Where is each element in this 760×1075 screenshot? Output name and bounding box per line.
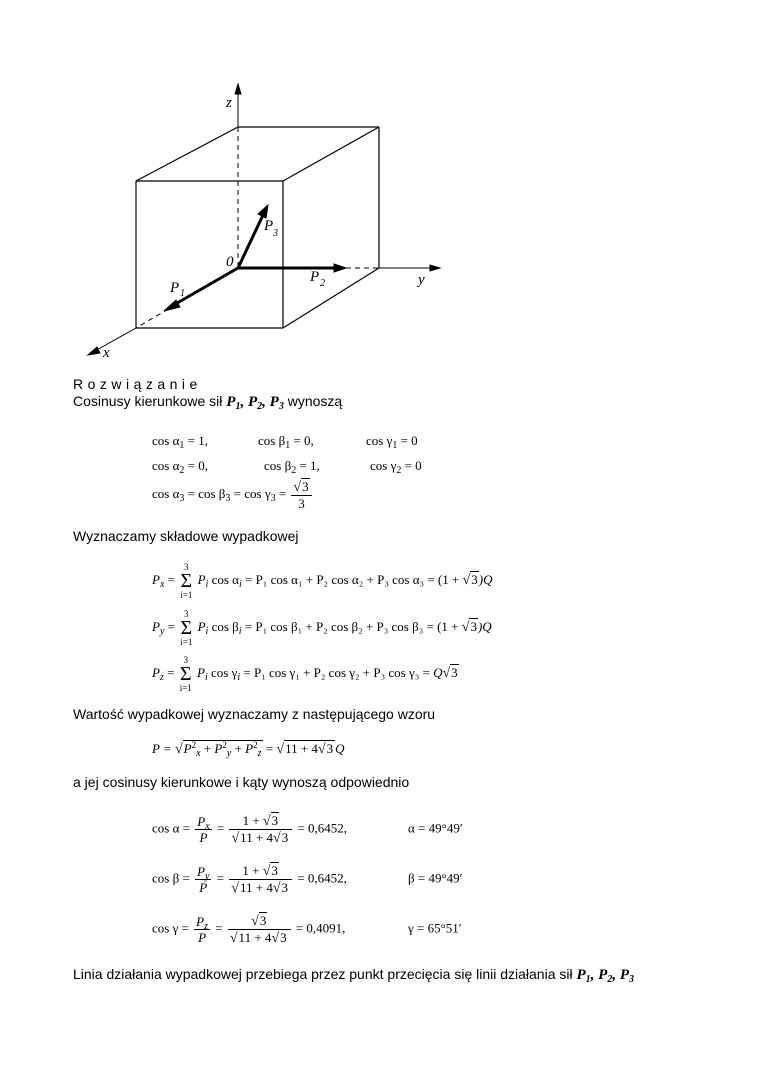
- cube-edge: [283, 127, 379, 181]
- beta-angle: β = 49°49′: [408, 870, 463, 886]
- cosine-row-1: $\cos \alpha_1 = 1$, $\cos \beta_1 = 0$, $\cos \gamma_1 = 0$: [152, 433, 418, 451]
- conclusion: [73, 966, 634, 984]
- conclusion-text: Linia działania wypadkowej przebiega przez punkt przecięcia się linii działania sił: [73, 966, 573, 982]
- p2-label: P: [310, 269, 320, 285]
- p2-label-sub: 2: [320, 278, 325, 289]
- x-axis-arrow: [88, 347, 100, 355]
- cube-edge: [283, 268, 379, 328]
- py-equation: $P_y$ = 3 Σ i=1 $P_i$ $\cos \beta_i = P_1$ cos β₁ + P₂ cos β₂ + P₃ cos β₃ = (1 + √3)Q: [152, 609, 492, 647]
- p3-label: P: [264, 218, 274, 234]
- origin-label: 0: [226, 254, 234, 270]
- cosines-intro-text: Cosinusy kierunkowe sił: [73, 393, 223, 409]
- alpha-angle: α = 49°49′: [408, 820, 463, 836]
- z-axis-label: z: [226, 95, 232, 111]
- force-p3-arrow: [238, 213, 264, 268]
- cos-gamma-equation: cos γ = $\frac{P_z}{P}$ = $\frac{√3}{√11 + 4√3}$ = 0,4091, γ = 65°51′: [152, 913, 462, 946]
- magnitude-equation: $P = √P^2_x + P^2_y + P^2_z = √11 + 4√3$ Q: [152, 740, 345, 759]
- magnitude-intro: Wartość wypadkowej wyznaczamy z następującego wzoru: [73, 706, 436, 722]
- force-p3-head: [258, 205, 268, 218]
- cos-beta-equation: cos β = $\frac{P_y}{P}$ = $\frac{1 + √3}{√11 + 4√3}$ = 0,6452, β = 49°49′: [152, 863, 463, 896]
- x-axis-label: x: [103, 345, 110, 361]
- angles-intro: a jej cosinusy kierunkowe i kąty wynoszą odpowiednio: [73, 774, 410, 790]
- x-axis: [95, 328, 136, 351]
- components-intro: Wyznaczamy składowe wypadkowej: [73, 528, 299, 544]
- p1-label-sub: 1: [180, 288, 185, 299]
- px-equation: $P_x$ = 3 Σ i=1 $P_i$ $\cos \alpha_i = P_1$ cos α₁ + P₂ cos α₂ + P₃ cos α₃ = (1 + √3)Q: [152, 562, 493, 600]
- solution-heading: R o z w i ą z a n i e: [73, 376, 198, 392]
- gamma-angle: γ = 65°51′: [408, 920, 462, 936]
- y-axis-arrow: [430, 265, 440, 271]
- cosines-intro: [73, 393, 342, 411]
- cos-alpha-equation: cos α = $\frac{P_x}{P}$ = $\frac{1 + √3}{√11 + 4√3}$ = 0,6452, α = 49°49′: [152, 813, 463, 846]
- force-p1-arrow: [172, 268, 238, 306]
- cube-edge: [136, 127, 238, 181]
- p1-label: P: [170, 280, 180, 296]
- cube-diagram: [0, 0, 760, 370]
- y-axis-label: y: [418, 272, 425, 288]
- force-p2-head: [334, 264, 346, 272]
- cosine-row-2: $\cos \alpha_2 = 0$, $\cos \beta_2 = 1$, $\cos \gamma_2 = 0$: [152, 458, 422, 476]
- p3-label-sub: 3: [273, 228, 278, 239]
- cosines-intro-end: wynoszą: [287, 393, 343, 409]
- conclusion-forces: $P_1$, $P_2$, $P_3$: [576, 967, 635, 985]
- z-axis-arrow: [235, 84, 241, 94]
- pz-equation: $P_z$ = 3 Σ i=1 $P_i$ $\cos \gamma_i = P_1$ cos γ₁ + P₂ cos γ₂ + P₃ cos γ₃ = Q√3: [152, 655, 458, 693]
- force-list: $P_1$, $P_2$, $P_3$: [226, 394, 284, 412]
- cosine-row-3: $\cos \alpha_3 = \cos \beta_3 = \cos \gamma_3$ = $\frac{√3}{3}$: [152, 479, 314, 511]
